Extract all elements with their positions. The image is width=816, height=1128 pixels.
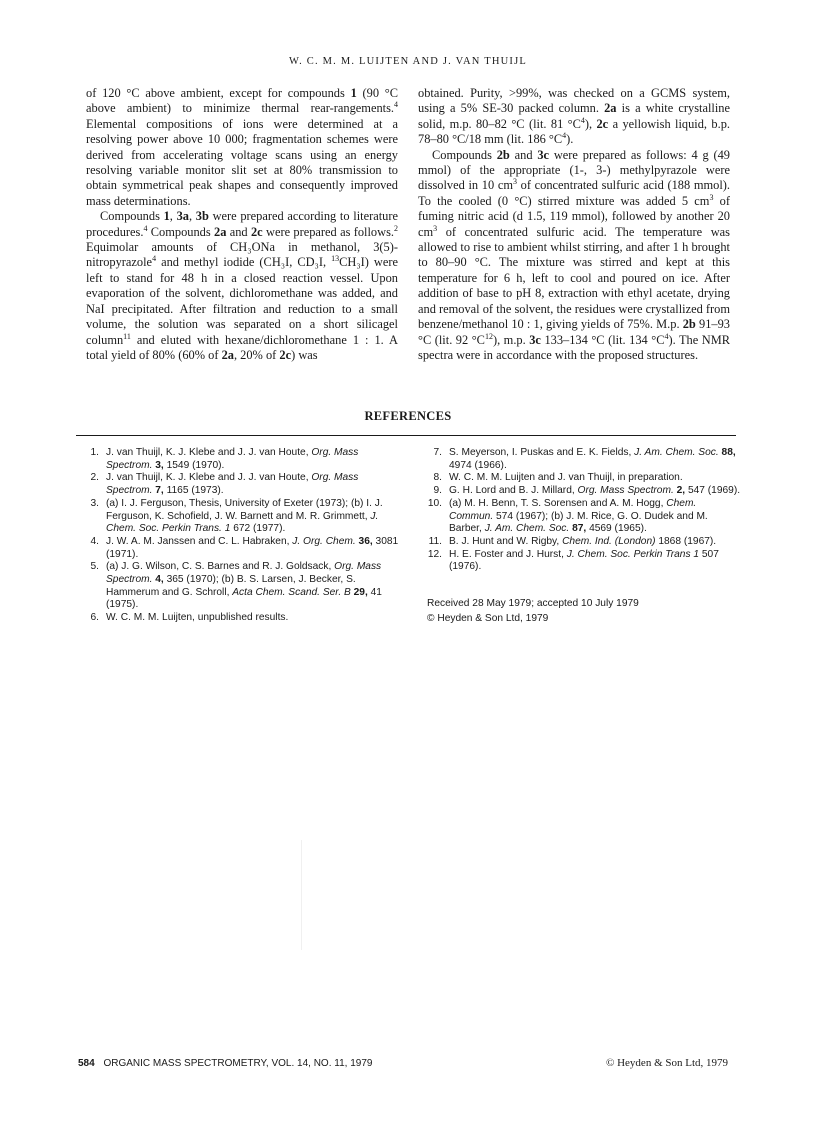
text-run: and eluted with hexane/dichloromethane 1 : 1. A total yield of 80% (60% of (86, 332, 398, 362)
compound-label: 3c (537, 147, 550, 162)
reference-number: 10. (427, 497, 442, 509)
references-heading: REFERENCES (364, 409, 452, 423)
superscript: 4 (143, 223, 148, 233)
superscript: 4 (562, 131, 567, 141)
reference-number: 9. (433, 485, 442, 497)
volume-number: 29, (350, 586, 368, 598)
volume-number: 88, (718, 447, 736, 458)
reference-number: 7. (433, 447, 442, 458)
citation-text: 672 (1977). (230, 523, 286, 535)
text-run: were prepared according to literature procedures. (86, 209, 398, 239)
reference-item (84, 447, 404, 472)
compound-label: 2a (214, 224, 227, 239)
text-run: were prepared as follows. (262, 224, 394, 239)
journal-title: Acta Chem. Scand. Ser. B (232, 586, 351, 598)
text-run: Compounds (147, 224, 215, 239)
citation-text: 41 (1975). (106, 586, 382, 611)
paragraph (86, 209, 398, 363)
reference-item (426, 447, 742, 472)
reference-text (442, 549, 742, 574)
references-rule (76, 435, 736, 436)
body-column-right (418, 86, 730, 363)
compound-label: 3c (529, 332, 541, 347)
reference-text (99, 498, 404, 536)
reference-item (426, 485, 742, 498)
citation-text: W. C. M. M. Luijten, unpublished results. (106, 612, 289, 624)
text-run: and (509, 147, 538, 162)
citation-text: B. J. Hunt and W. Rigby, (449, 535, 563, 547)
citation-text: G. H. Lord and B. J. Millard, (449, 485, 578, 497)
superscript: 4 (394, 100, 398, 110)
text-run: were prepared as follows: 4 g (49 mmol) of the appropriate (1-, 3-) methylpyrazole were dissolved in 10 cm (418, 147, 731, 193)
superscript: 4 (152, 254, 157, 264)
text-run: ). (566, 132, 574, 147)
paragraph (86, 86, 398, 209)
citation-text: S. Meyerson, I. Puskas and E. K. Fields, (449, 447, 635, 458)
compound-label: 1 (163, 209, 170, 224)
citation-text: 547 (1969). (685, 485, 741, 497)
text-run: of concentrated sulfuric acid (188 mmol). To the cooled (0 °C) stirred mixture was added 5 cm (418, 178, 730, 208)
reference-text (442, 447, 742, 472)
volume-number: 3, (152, 459, 164, 471)
text-run: , (188, 209, 196, 224)
text-run: ), m.p. (492, 332, 530, 347)
text-run: ), (584, 116, 597, 131)
journal-title: Org. Mass Spectrom. (106, 561, 382, 586)
superscript: 4 (664, 331, 669, 341)
compound-label: 3b (195, 209, 209, 224)
text-run: ). The NMR spectra were in accordance with the proposed structures. (418, 332, 730, 362)
reference-item (426, 549, 742, 574)
reference-number: 2. (90, 472, 99, 484)
text-run: a yellowish liquid, b.p. 78–80 °C/18 mm (lit. 186 °C (418, 116, 730, 147)
reference-number: 12. (427, 548, 442, 560)
journal-title: J. Chem. Soc. Perkin Trans. 1 (106, 510, 379, 535)
volume-number: 4, (152, 574, 164, 586)
text-run: ) was (291, 347, 318, 362)
journal-title: J. Am. Chem. Soc. (484, 523, 570, 535)
volume-number: 2, (673, 485, 686, 497)
citation-text: H. E. Foster and J. Hurst, (449, 548, 567, 560)
reference-text (99, 472, 404, 497)
reference-number: 11. (428, 535, 442, 547)
body-column-left (86, 86, 398, 363)
reference-item (426, 472, 742, 485)
reference-text (99, 536, 404, 561)
superscript: 12 (484, 331, 493, 341)
reference-number: 3. (90, 497, 99, 509)
citation-text: J. W. A. M. Janssen and C. L. Habraken, (106, 535, 293, 547)
page-footer-left (78, 1058, 372, 1069)
page-number: 584 (78, 1058, 95, 1069)
reference-item (426, 498, 742, 536)
volume-number: 36, (355, 535, 373, 547)
text-run: obtained. Purity, >99%, was checked on a GCMS system, using a 5% SE-30 packed column. (418, 86, 730, 116)
text-run: (90 °C above ambient) to minimize thermal rear-rangements. (86, 86, 399, 116)
reference-number: 8. (433, 472, 442, 484)
text-run: Elemental compositions of ions were determined at a resolving power above 10 000; fragmentation schemes were derived from accelerating voltage scans using an energy resolving variable monitor slit set at 80% transmission to obtain symmetrical peak shapes and consequently improved mass determinations. (86, 116, 398, 208)
citation-text: (a) J. G. Wilson, C. S. Barnes and R. J. Goldsack, (106, 561, 335, 573)
journal-title: J. Am. Chem. Soc. (634, 447, 719, 458)
reference-number: 6. (90, 612, 99, 624)
journal-title: Chem. Commun. (449, 497, 697, 522)
compound-label: 1 (350, 86, 357, 100)
reference-number: 5. (90, 561, 99, 573)
paragraph (418, 148, 730, 364)
superscript: 13 (331, 254, 340, 264)
reference-text (442, 485, 742, 498)
journal-title: Org. Mass Spectrom. (106, 447, 359, 471)
compound-label: 2a (604, 101, 617, 116)
citation-text: 1549 (1970). (163, 459, 225, 471)
reference-item (84, 612, 404, 625)
text-run: and methyl iodide (CH₃I, CD₃I, (156, 255, 332, 270)
compound-label: 2c (279, 347, 292, 362)
journal-title: Org. Mass Spectrom. (577, 485, 674, 497)
references-list-right (426, 447, 742, 574)
superscript: 11 (123, 331, 131, 341)
received-copyright: © Heyden & Son Ltd, 1979 (427, 612, 549, 624)
citation-text: 365 (1970); (b) B. S. Larsen, J. Becker, S. Hammerum and G. Schroll, (106, 574, 356, 598)
superscript: 2 (394, 223, 398, 233)
reference-number: 1. (90, 447, 99, 458)
compound-label: 2c (596, 116, 609, 131)
journal-title: J. Org. Chem. (292, 535, 356, 547)
reference-item (84, 561, 404, 612)
superscript: 4 (580, 115, 585, 125)
citation-text: 4569 (1965). (586, 523, 647, 535)
superscript: 3 (513, 177, 517, 187)
text-run: is a white crystalline solid, m.p. 80–82 °C (lit. 81 °C (418, 101, 731, 131)
citation-text: (a) M. H. Benn, T. S. Sorensen and A. M. Hogg, (449, 497, 667, 509)
superscript: 3 (709, 192, 714, 202)
reference-text (99, 561, 404, 612)
reference-text (442, 498, 742, 536)
running-head: W. C. M. M. LUIJTEN AND J. VAN THUIJL (289, 56, 527, 67)
journal-title: J. Chem. Soc. Perkin Trans 1 (566, 548, 700, 560)
volume-number: 7, (152, 485, 164, 497)
journal-citation: ORGANIC MASS SPECTROMETRY, VOL. 14, NO. 11, 1979 (103, 1058, 373, 1069)
reference-item (84, 472, 404, 497)
text-run: 133–134 °C (lit. 134 °C (540, 332, 665, 347)
volume-number: 87, (569, 523, 587, 535)
text-run: 91–93 °C (lit. 92 °C (418, 317, 730, 347)
paragraph (418, 86, 730, 148)
text-run: Compounds (432, 147, 497, 162)
text-run: and (226, 224, 251, 239)
scan-artifact-line (301, 840, 302, 950)
received-dates: Received 28 May 1979; accepted 10 July 1979 (427, 598, 639, 609)
reference-item (426, 536, 742, 549)
text-run: of 120 °C above ambient, except for compounds (86, 86, 351, 100)
compound-label: 2a (221, 347, 234, 362)
reference-text (99, 447, 404, 472)
received-note (427, 597, 639, 626)
journal-title: Org. Mass Spectrom. (106, 472, 359, 497)
reference-text (99, 612, 404, 625)
text-run: Compounds (100, 209, 164, 224)
citation-text: 574 (1967); (b) J. M. Rice, G. O. Dudek and M. Barber, (449, 510, 708, 535)
text-run: , (169, 209, 177, 224)
citation-text: 1868 (1967). (655, 535, 717, 547)
citation-text: 4974 (1966). (449, 459, 507, 471)
reference-text (442, 536, 742, 549)
citation-text: (a) I. J. Ferguson, Thesis, University of Exeter (1973); (b) I. J. Ferguson, K. Schofield, J. W. Barnett and M. R. Grimmett, (106, 497, 383, 522)
compound-label: 2b (496, 147, 510, 162)
compound-label: 2b (682, 317, 696, 332)
reference-number: 4. (90, 535, 99, 547)
superscript: 3 (433, 223, 438, 233)
text-run: of fuming nitric acid (d 1.5, 119 mmol), followed by another 20 cm (418, 193, 730, 239)
journal-title: Chem. Ind. (London) (562, 535, 656, 547)
citation-text: W. C. M. M. Luijten and J. van Thuijl, in preparation. (449, 472, 683, 484)
compound-label: 3a (176, 209, 189, 224)
compound-label: 2c (250, 224, 263, 239)
reference-text (442, 472, 742, 485)
citation-text: 1165 (1973). (163, 485, 224, 497)
text-run: CH₃I) were left to stand for 48 h in a closed reaction vessel. Upon evaporation of the solvent, dichloromethane was added, and NaI precipitated. After filtration and reduction to a small volume, the solution was separated on a short silicagel column (86, 255, 398, 347)
text-run: Equimolar amounts of CH₃ONa in methanol, 3(5)-nitropyrazole (86, 240, 398, 270)
reference-item (84, 498, 404, 536)
page-footer-copyright: © Heyden & Son Ltd, 1979 (606, 1057, 729, 1069)
text-run: , 20% of (233, 347, 280, 362)
citation-text: J. van Thuijl, K. J. Klebe and J. J. van Houte, (106, 472, 312, 484)
citation-text: 507 (1976). (449, 548, 719, 573)
citation-text: J. van Thuijl, K. J. Klebe and J. J. van Houte, (106, 447, 312, 458)
text-run: of concentrated sulfuric acid. The temperature was allowed to rise to ambient whilst stirring, and after 1 h brought to 80–90 °C. The mixture was stirred and kept at this temperature for 6 h, left to cool and poured on ice. After addition of base to pH 8, extraction with ethyl acetate, drying and removal of the solvent, the residues were crystallized from benzene/methanol 10 : 1, giving yields of 75%. M.p. (418, 224, 730, 332)
references-list-left (84, 447, 404, 625)
citation-text: 3081 (1971). (106, 535, 399, 560)
reference-item (84, 536, 404, 561)
